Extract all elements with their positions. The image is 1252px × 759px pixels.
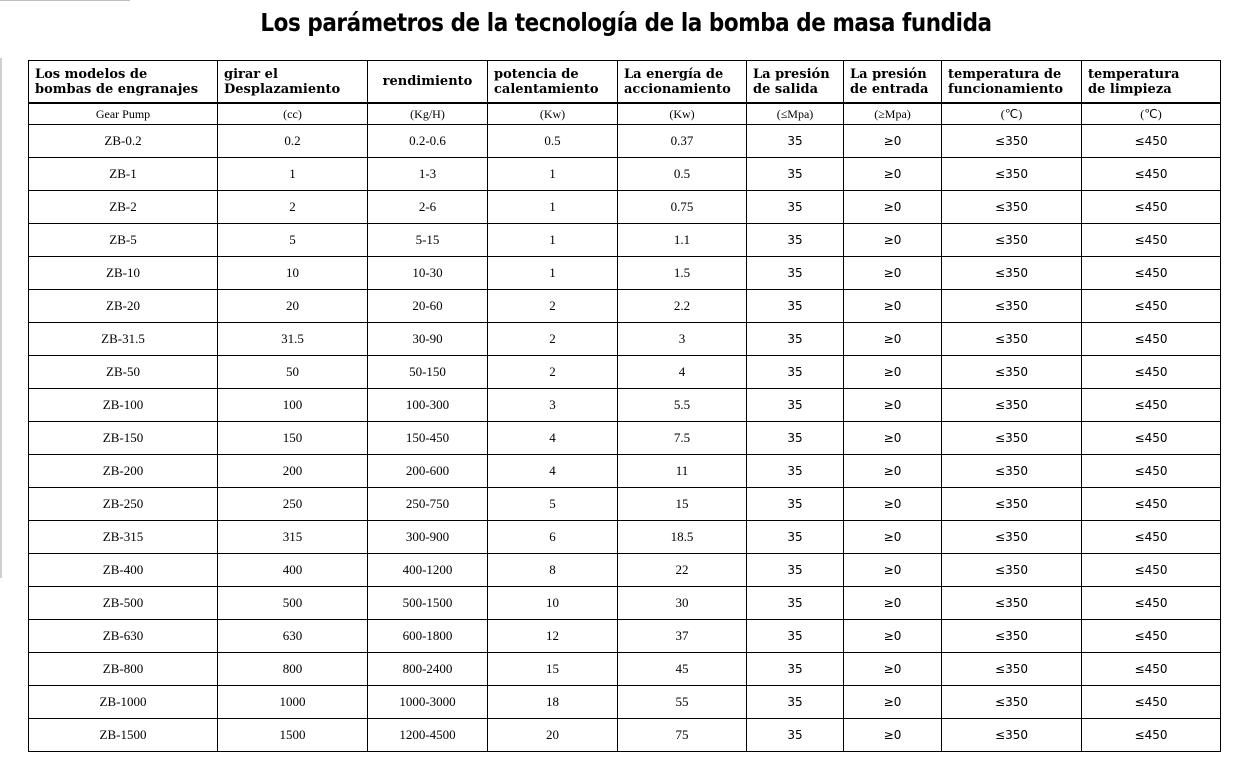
cell-cleaning-temperature: ≤450 xyxy=(1082,488,1221,521)
cell-output: 20-60 xyxy=(368,290,488,323)
cell-outlet-pressure: 35 xyxy=(747,356,844,389)
cell-drive-power: 22 xyxy=(618,554,747,587)
cell-cleaning-temperature: ≤450 xyxy=(1082,257,1221,290)
cell-displacement: 50 xyxy=(218,356,368,389)
cell-working-temperature: ≤350 xyxy=(942,158,1082,191)
table-row xyxy=(29,521,1221,554)
cell-drive-power: 45 xyxy=(618,653,747,686)
cell-drive-power: 2.2 xyxy=(618,290,747,323)
cell-output: 1000-3000 xyxy=(368,686,488,719)
cell-inlet-pressure: ≥0 xyxy=(844,521,942,554)
table-row xyxy=(29,158,1221,191)
cell-working-temperature: ≤350 xyxy=(942,653,1082,686)
cell-outlet-pressure: 35 xyxy=(747,455,844,488)
table-row xyxy=(29,290,1221,323)
cell-displacement: 400 xyxy=(218,554,368,587)
cell-working-temperature: ≤350 xyxy=(942,323,1082,356)
cell-cleaning-temperature: ≤450 xyxy=(1082,323,1221,356)
cell-outlet-pressure: 35 xyxy=(747,488,844,521)
cell-output: 500-1500 xyxy=(368,587,488,620)
cell-outlet-pressure: 35 xyxy=(747,125,844,158)
cell-outlet-pressure: 35 xyxy=(747,257,844,290)
cell-inlet-pressure: ≥0 xyxy=(844,686,942,719)
cell-heating-power: 15 xyxy=(488,653,618,686)
table-row xyxy=(29,323,1221,356)
header-drive-power: La energía de accionamiento xyxy=(618,61,747,104)
cell-drive-power: 0.37 xyxy=(618,125,747,158)
cell-model: ZB-315 xyxy=(29,521,218,554)
cell-drive-power: 3 xyxy=(618,323,747,356)
cell-output: 2-6 xyxy=(368,191,488,224)
cell-inlet-pressure: ≥0 xyxy=(844,356,942,389)
cell-cleaning-temperature: ≤450 xyxy=(1082,587,1221,620)
page-edge-line xyxy=(0,58,2,578)
cell-heating-power: 1 xyxy=(488,257,618,290)
header-displacement: girar el Desplazamiento xyxy=(218,61,368,104)
cell-drive-power: 75 xyxy=(618,719,747,752)
cell-inlet-pressure: ≥0 xyxy=(844,455,942,488)
cell-model: ZB-200 xyxy=(29,455,218,488)
cell-drive-power: 11 xyxy=(618,455,747,488)
cell-drive-power: 37 xyxy=(618,620,747,653)
cell-working-temperature: ≤350 xyxy=(942,422,1082,455)
cell-inlet-pressure: ≥0 xyxy=(844,653,942,686)
cell-heating-power: 5 xyxy=(488,488,618,521)
unit-cell: (cc) xyxy=(218,103,368,125)
header-heating-power: potencia de calentamiento xyxy=(488,61,618,104)
unit-cell: (≤Mpa) xyxy=(747,103,844,125)
cell-inlet-pressure: ≥0 xyxy=(844,488,942,521)
cell-working-temperature: ≤350 xyxy=(942,488,1082,521)
cell-cleaning-temperature: ≤450 xyxy=(1082,686,1221,719)
cell-output: 100-300 xyxy=(368,389,488,422)
header-output: rendimiento xyxy=(368,61,488,104)
cell-heating-power: 1 xyxy=(488,191,618,224)
cell-model: ZB-100 xyxy=(29,389,218,422)
page-title: Los parámetros de la tecnología de la bomba de masa fundida xyxy=(260,8,992,37)
cell-drive-power: 18.5 xyxy=(618,521,747,554)
cell-heating-power: 3 xyxy=(488,389,618,422)
cell-cleaning-temperature: ≤450 xyxy=(1082,422,1221,455)
cell-displacement: 630 xyxy=(218,620,368,653)
unit-cell: (Kg/H) xyxy=(368,103,488,125)
cell-model: ZB-5 xyxy=(29,224,218,257)
cell-output: 5-15 xyxy=(368,224,488,257)
header-outlet-pressure: La presión de salida xyxy=(747,61,844,104)
unit-cell: (Kw) xyxy=(618,103,747,125)
cell-drive-power: 15 xyxy=(618,488,747,521)
table-row xyxy=(29,356,1221,389)
cell-displacement: 1000 xyxy=(218,686,368,719)
cell-output: 600-1800 xyxy=(368,620,488,653)
header-inlet-pressure: La presión de entrada xyxy=(844,61,942,104)
cell-outlet-pressure: 35 xyxy=(747,389,844,422)
cell-drive-power: 4 xyxy=(618,356,747,389)
table-row xyxy=(29,620,1221,653)
header-cleaning-temperature: temperatura de limpieza xyxy=(1082,61,1221,104)
cell-displacement: 5 xyxy=(218,224,368,257)
cell-model: ZB-250 xyxy=(29,488,218,521)
cell-working-temperature: ≤350 xyxy=(942,191,1082,224)
cell-inlet-pressure: ≥0 xyxy=(844,719,942,752)
cell-inlet-pressure: ≥0 xyxy=(844,257,942,290)
table-row xyxy=(29,455,1221,488)
table-row xyxy=(29,389,1221,422)
cell-model: ZB-500 xyxy=(29,587,218,620)
cell-output: 0.2-0.6 xyxy=(368,125,488,158)
cell-working-temperature: ≤350 xyxy=(942,521,1082,554)
cell-outlet-pressure: 35 xyxy=(747,554,844,587)
cell-drive-power: 5.5 xyxy=(618,389,747,422)
cell-outlet-pressure: 35 xyxy=(747,686,844,719)
cell-output: 30-90 xyxy=(368,323,488,356)
cell-working-temperature: ≤350 xyxy=(942,290,1082,323)
cell-output: 300-900 xyxy=(368,521,488,554)
table-row xyxy=(29,719,1221,752)
cell-outlet-pressure: 35 xyxy=(747,191,844,224)
cell-displacement: 500 xyxy=(218,587,368,620)
cell-cleaning-temperature: ≤450 xyxy=(1082,455,1221,488)
table-row xyxy=(29,554,1221,587)
cell-model: ZB-630 xyxy=(29,620,218,653)
table-row xyxy=(29,488,1221,521)
cell-heating-power: 10 xyxy=(488,587,618,620)
cell-heating-power: 6 xyxy=(488,521,618,554)
cell-inlet-pressure: ≥0 xyxy=(844,323,942,356)
cell-working-temperature: ≤350 xyxy=(942,455,1082,488)
cell-cleaning-temperature: ≤450 xyxy=(1082,521,1221,554)
cell-heating-power: 1 xyxy=(488,224,618,257)
pump-parameters-table xyxy=(28,60,1221,752)
unit-cell: (≥Mpa) xyxy=(844,103,942,125)
cell-heating-power: 12 xyxy=(488,620,618,653)
table-row xyxy=(29,653,1221,686)
cell-model: ZB-20 xyxy=(29,290,218,323)
cell-output: 400-1200 xyxy=(368,554,488,587)
cell-cleaning-temperature: ≤450 xyxy=(1082,389,1221,422)
cell-model: ZB-10 xyxy=(29,257,218,290)
unit-cell: (℃) xyxy=(1082,103,1221,125)
cell-inlet-pressure: ≥0 xyxy=(844,158,942,191)
cell-heating-power: 4 xyxy=(488,455,618,488)
cell-model: ZB-1000 xyxy=(29,686,218,719)
unit-cell: (℃) xyxy=(942,103,1082,125)
cell-model: ZB-1 xyxy=(29,158,218,191)
cell-drive-power: 1.1 xyxy=(618,224,747,257)
cell-working-temperature: ≤350 xyxy=(942,554,1082,587)
cell-model: ZB-400 xyxy=(29,554,218,587)
cell-output: 10-30 xyxy=(368,257,488,290)
cell-working-temperature: ≤350 xyxy=(942,356,1082,389)
cell-outlet-pressure: 35 xyxy=(747,620,844,653)
table-row xyxy=(29,422,1221,455)
cell-displacement: 20 xyxy=(218,290,368,323)
cell-working-temperature: ≤350 xyxy=(942,719,1082,752)
cell-drive-power: 0.75 xyxy=(618,191,747,224)
cell-heating-power: 8 xyxy=(488,554,618,587)
cell-cleaning-temperature: ≤450 xyxy=(1082,653,1221,686)
cell-cleaning-temperature: ≤450 xyxy=(1082,719,1221,752)
cell-displacement: 10 xyxy=(218,257,368,290)
cell-cleaning-temperature: ≤450 xyxy=(1082,356,1221,389)
unit-cell: Gear Pump xyxy=(29,103,218,125)
cell-outlet-pressure: 35 xyxy=(747,290,844,323)
cell-outlet-pressure: 35 xyxy=(747,422,844,455)
cell-inlet-pressure: ≥0 xyxy=(844,191,942,224)
cell-model: ZB-2 xyxy=(29,191,218,224)
cell-outlet-pressure: 35 xyxy=(747,719,844,752)
cell-heating-power: 2 xyxy=(488,290,618,323)
cell-cleaning-temperature: ≤450 xyxy=(1082,125,1221,158)
cell-outlet-pressure: 35 xyxy=(747,521,844,554)
cell-heating-power: 2 xyxy=(488,323,618,356)
cell-working-temperature: ≤350 xyxy=(942,620,1082,653)
cell-output: 50-150 xyxy=(368,356,488,389)
cell-cleaning-temperature: ≤450 xyxy=(1082,224,1221,257)
units-row xyxy=(29,103,1221,125)
cell-displacement: 100 xyxy=(218,389,368,422)
cell-drive-power: 1.5 xyxy=(618,257,747,290)
cell-displacement: 1500 xyxy=(218,719,368,752)
cell-outlet-pressure: 35 xyxy=(747,224,844,257)
cell-inlet-pressure: ≥0 xyxy=(844,587,942,620)
cell-heating-power: 4 xyxy=(488,422,618,455)
cell-heating-power: 20 xyxy=(488,719,618,752)
cell-displacement: 150 xyxy=(218,422,368,455)
cell-cleaning-temperature: ≤450 xyxy=(1082,620,1221,653)
cell-heating-power: 18 xyxy=(488,686,618,719)
cell-displacement: 2 xyxy=(218,191,368,224)
cell-cleaning-temperature: ≤450 xyxy=(1082,554,1221,587)
cell-inlet-pressure: ≥0 xyxy=(844,224,942,257)
cell-displacement: 800 xyxy=(218,653,368,686)
cell-drive-power: 55 xyxy=(618,686,747,719)
cell-heating-power: 2 xyxy=(488,356,618,389)
unit-cell: (Kw) xyxy=(488,103,618,125)
cell-output: 1200-4500 xyxy=(368,719,488,752)
cell-displacement: 200 xyxy=(218,455,368,488)
table-row xyxy=(29,587,1221,620)
cell-displacement: 250 xyxy=(218,488,368,521)
cell-model: ZB-800 xyxy=(29,653,218,686)
table-row xyxy=(29,257,1221,290)
cell-inlet-pressure: ≥0 xyxy=(844,554,942,587)
cell-inlet-pressure: ≥0 xyxy=(844,422,942,455)
header-model: Los modelos de bombas de engranajes xyxy=(29,61,218,104)
cell-cleaning-temperature: ≤450 xyxy=(1082,191,1221,224)
table-row xyxy=(29,224,1221,257)
cell-model: ZB-1500 xyxy=(29,719,218,752)
cell-model: ZB-31.5 xyxy=(29,323,218,356)
cell-inlet-pressure: ≥0 xyxy=(844,620,942,653)
header-working-temperature: temperatura de funcionamiento xyxy=(942,61,1082,104)
cell-displacement: 315 xyxy=(218,521,368,554)
table-header-row xyxy=(29,61,1221,104)
cell-outlet-pressure: 35 xyxy=(747,587,844,620)
cell-displacement: 0.2 xyxy=(218,125,368,158)
cell-working-temperature: ≤350 xyxy=(942,257,1082,290)
cell-working-temperature: ≤350 xyxy=(942,587,1082,620)
cell-displacement: 31.5 xyxy=(218,323,368,356)
table-row xyxy=(29,686,1221,719)
cell-inlet-pressure: ≥0 xyxy=(844,290,942,323)
cell-outlet-pressure: 35 xyxy=(747,653,844,686)
cell-working-temperature: ≤350 xyxy=(942,686,1082,719)
cell-heating-power: 1 xyxy=(488,158,618,191)
cell-inlet-pressure: ≥0 xyxy=(844,125,942,158)
cell-cleaning-temperature: ≤450 xyxy=(1082,290,1221,323)
cell-heating-power: 0.5 xyxy=(488,125,618,158)
cell-inlet-pressure: ≥0 xyxy=(844,389,942,422)
cell-drive-power: 0.5 xyxy=(618,158,747,191)
cell-outlet-pressure: 35 xyxy=(747,158,844,191)
cell-cleaning-temperature: ≤450 xyxy=(1082,158,1221,191)
cell-model: ZB-50 xyxy=(29,356,218,389)
cell-output: 250-750 xyxy=(368,488,488,521)
cell-drive-power: 7.5 xyxy=(618,422,747,455)
cell-working-temperature: ≤350 xyxy=(942,125,1082,158)
cell-working-temperature: ≤350 xyxy=(942,224,1082,257)
cell-output: 200-600 xyxy=(368,455,488,488)
cell-outlet-pressure: 35 xyxy=(747,323,844,356)
cell-output: 800-2400 xyxy=(368,653,488,686)
cell-drive-power: 30 xyxy=(618,587,747,620)
table-row xyxy=(29,125,1221,158)
cell-output: 1-3 xyxy=(368,158,488,191)
cell-model: ZB-150 xyxy=(29,422,218,455)
cell-working-temperature: ≤350 xyxy=(942,389,1082,422)
cell-model: ZB-0.2 xyxy=(29,125,218,158)
page-edge-line xyxy=(0,0,130,1)
cell-output: 150-450 xyxy=(368,422,488,455)
cell-displacement: 1 xyxy=(218,158,368,191)
table-row xyxy=(29,191,1221,224)
